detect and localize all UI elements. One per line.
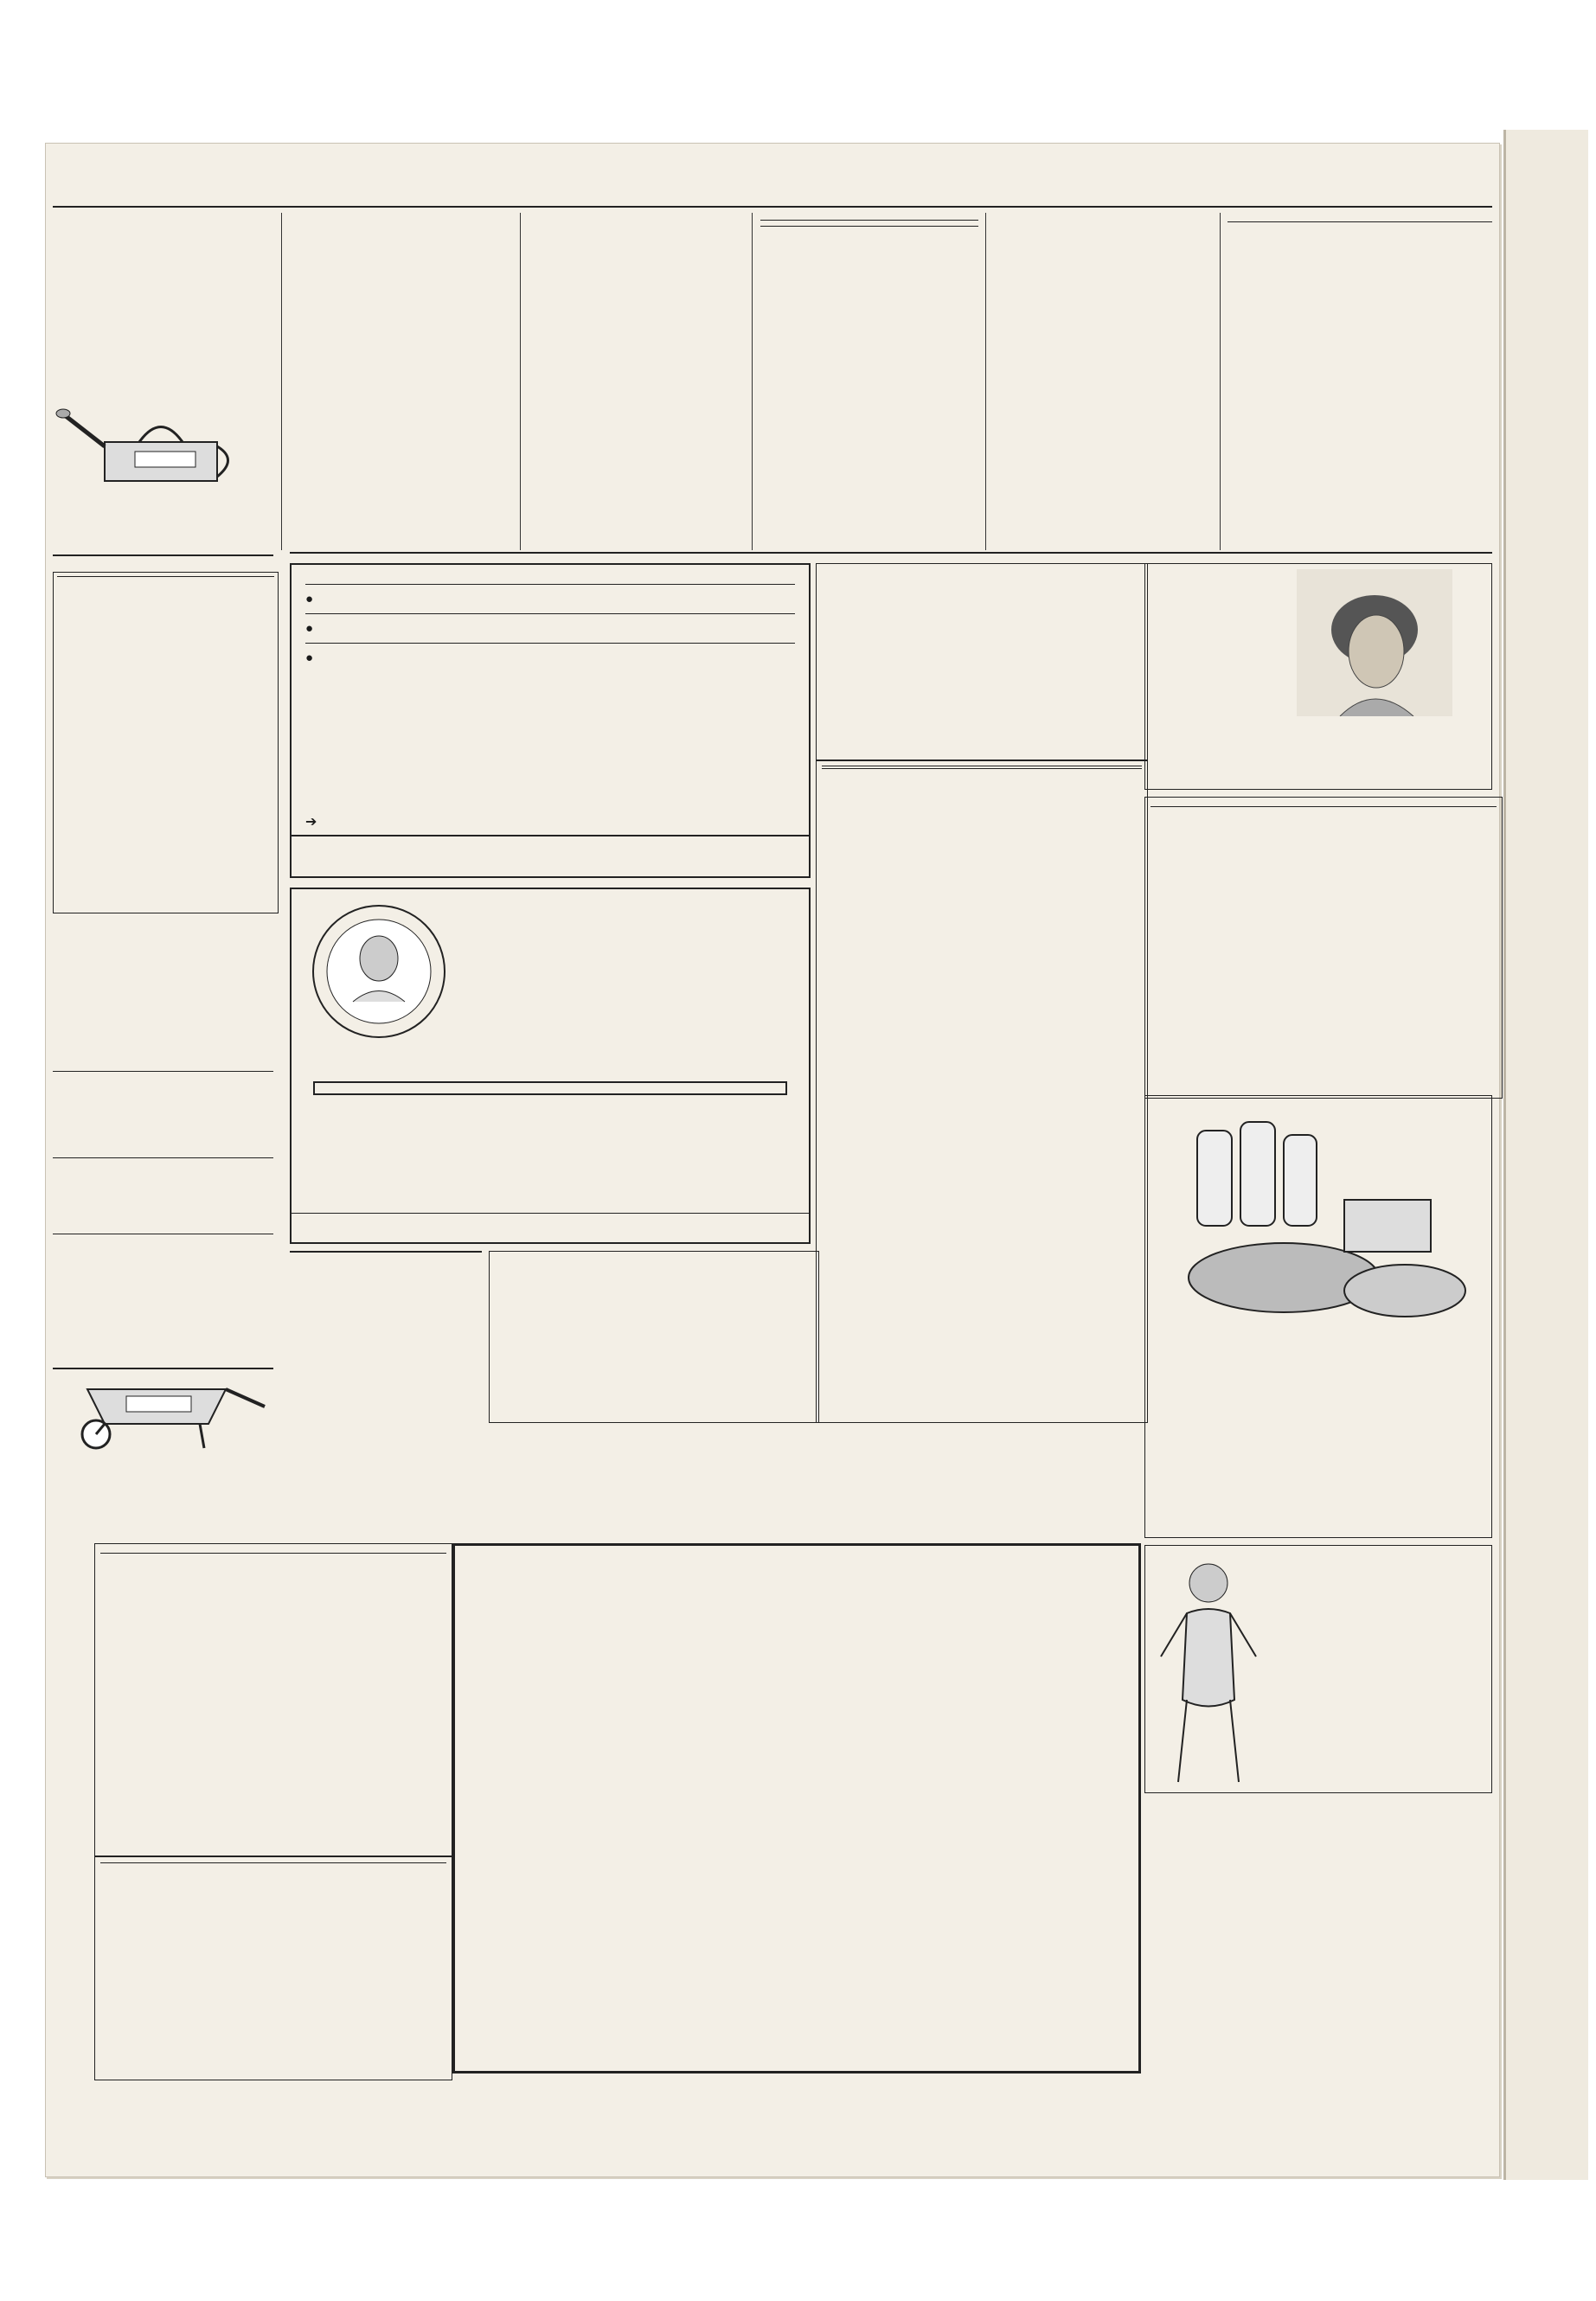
point-2: ● bbox=[305, 621, 314, 636]
divider bbox=[305, 584, 795, 585]
sgp-sommelsdijk-ad bbox=[816, 563, 1148, 761]
store-address bbox=[1151, 806, 1497, 807]
dulco-corset-ad bbox=[1144, 1545, 1492, 1793]
dairy-products-icon bbox=[1163, 1105, 1474, 1330]
volharding-ad bbox=[1144, 1095, 1492, 1538]
divider bbox=[760, 226, 978, 227]
page-header bbox=[53, 187, 1492, 208]
point-3: ● bbox=[305, 651, 314, 665]
divider bbox=[1227, 221, 1492, 222]
abonnee-notice bbox=[1144, 1800, 1490, 1861]
sommelsdijk-continued bbox=[527, 215, 745, 548]
keijzer-shoes-ad bbox=[290, 888, 811, 1244]
sommelsdijk-article bbox=[290, 215, 513, 548]
corset-figure-icon bbox=[1152, 1553, 1265, 1786]
wheelbarrow-icon bbox=[53, 1372, 273, 1454]
divider bbox=[305, 613, 795, 614]
faillissement-notice bbox=[53, 922, 273, 1069]
store-addresses bbox=[292, 1213, 809, 1217]
point-1: ● bbox=[305, 592, 314, 606]
column-rule bbox=[985, 213, 986, 550]
divider bbox=[53, 554, 273, 556]
vote-line: ➔ bbox=[305, 815, 317, 830]
candidate-name bbox=[292, 835, 809, 836]
divider bbox=[53, 1157, 273, 1158]
kookkachels-ad bbox=[53, 1236, 273, 1366]
slogan bbox=[313, 1081, 787, 1095]
halfwas-ad bbox=[53, 1160, 273, 1231]
rikxoort-ad bbox=[94, 1856, 452, 2080]
adjacent-page-strip bbox=[1503, 130, 1588, 2180]
kruiwagens-ad bbox=[53, 1372, 273, 1523]
column-rule bbox=[1220, 213, 1221, 550]
slogan bbox=[822, 766, 1142, 769]
buysse-oversier-ad bbox=[1144, 797, 1503, 1099]
de-jager-ad bbox=[1144, 563, 1492, 790]
town bbox=[100, 1862, 446, 1863]
divider bbox=[290, 552, 1492, 554]
sgp-dirksland-ad bbox=[489, 1251, 819, 1423]
watering-can-icon bbox=[53, 394, 273, 494]
right-column-top bbox=[1227, 215, 1492, 548]
plaatselijk-nieuws bbox=[53, 215, 273, 388]
de-lelie-ad bbox=[816, 760, 1148, 1423]
section-title bbox=[57, 576, 274, 577]
newspaper-page bbox=[45, 143, 1500, 2177]
tuingereedschap-ad bbox=[53, 394, 273, 550]
nipius-ad bbox=[452, 1543, 1141, 2073]
divider bbox=[53, 1071, 273, 1072]
divider bbox=[53, 1368, 273, 1369]
brugge-election-ad bbox=[290, 563, 811, 878]
column-rule bbox=[752, 213, 753, 550]
ad-title bbox=[290, 1251, 482, 1253]
gibbels-ad bbox=[94, 1543, 452, 1856]
village-news bbox=[992, 215, 1213, 548]
hout-ad bbox=[290, 1251, 482, 1411]
tweeling-ad bbox=[53, 1074, 273, 1157]
former-location bbox=[100, 1549, 446, 1554]
column-rule bbox=[520, 213, 521, 550]
divider bbox=[305, 643, 795, 644]
divider bbox=[760, 220, 978, 221]
column-rule bbox=[281, 213, 282, 550]
shoe-badge-icon bbox=[305, 898, 452, 1045]
woman-portrait-icon bbox=[1297, 569, 1452, 716]
right-article bbox=[760, 215, 978, 548]
familie-berichten bbox=[53, 572, 279, 913]
